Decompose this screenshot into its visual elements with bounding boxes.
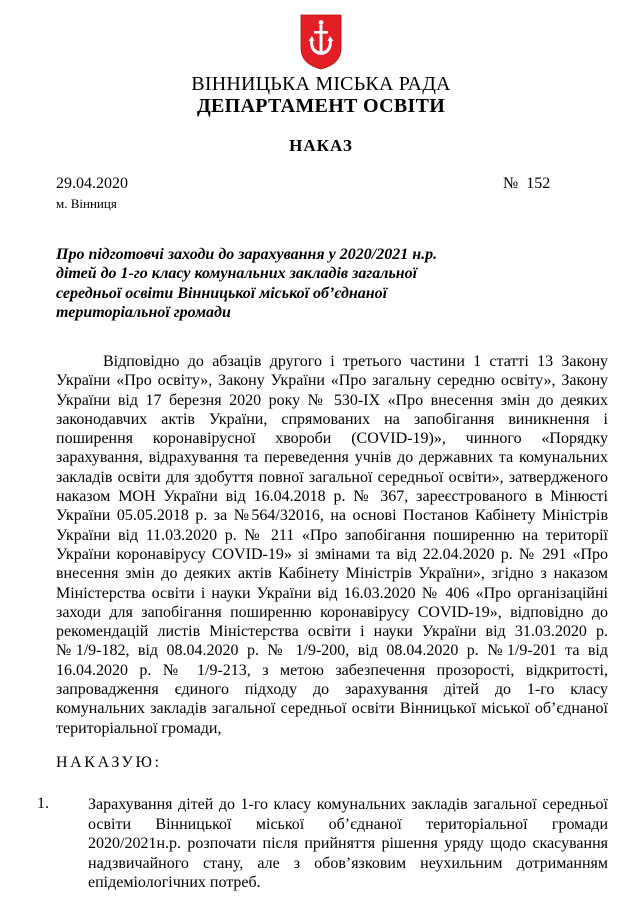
preamble-line: України 05.05.2018 р. за №564/32016, на основі Постанов Кабінету Міністрів [56,507,608,525]
order-item-line: освіти Вінницької міської об’єднаної територіальної громади [88,815,608,833]
preamble-line: закладів освіти для здобуття повної загальної середньої освіти», затвердженого [56,468,608,486]
order-subject [56,245,496,323]
preamble-line: №1/9-182, від 08.04.2020 р. № 1/9-200, від 08.04.2020 р. №1/9-201 та від [56,642,608,660]
preamble-line: України від 11.03.2020 р. № 211 «Про запобігання поширенню на території [56,526,608,544]
preamble-line: законодавчих актів України, спрямованих на запобігання виникнення і [56,410,608,428]
preamble-line: рекомендацій листів Міністерства освіти і науки України від 31.03.2020 р. [56,623,608,641]
preamble-line: зарахування, відрахування та переведення учнів до державних та комунальних [56,449,608,467]
preamble-line: поширення коронавірусної хвороби (COVID-19)», чинного «Порядку [56,430,608,448]
preamble-line: внесення змін до деяких актів Кабінету Міністрів України», згідно з наказом [56,565,608,583]
subject-line: Про підготовчі заходи до зарахування у 2020/2021 н.р. [56,246,438,263]
document-number: № 152 [503,175,551,192]
order-item-line: 2020/2021н.р. розпочати після прийняття рішення уряду щодо скасування [88,835,608,853]
preamble-line: комунальних закладів загальної середньої освіти Вінницької міської об’єднаної [56,700,608,718]
preamble-line: 16.04.2020 р. № 1/9-213, з метою забезпечення прозорості, відкритості, [56,661,608,679]
department-name: ДЕПАРТАМЕНТ ОСВІТИ [196,95,446,117]
order-item-line: надзвичайного стану, але з обов’язковим неухильним дотриманням [88,854,608,872]
document-date: 29.04.2020 [56,175,128,192]
order-item [88,795,608,893]
organization-name: ВІННИЦЬКА МІСЬКА РАДА [191,73,451,95]
document-type-title: НАКАЗ [289,136,353,155]
preamble-line: наказом МОН України від 16.04.2018 р. № 367, зареєстрованого в Мінюсті [56,488,608,506]
preamble-line: територіальної громади, [56,719,222,737]
subject-line: дітей до 1-го класу комунальних закладів загальної [56,265,418,283]
preamble-line: України коронавірусу COVID-19» зі змінами та від 22.04.2020 р. № 291 «Про [56,545,608,563]
preamble-line: України «Про освіту», Закону України «Про загальну середню освіту», Закону [56,372,608,390]
vinnytsia-coat-of-arms-icon [300,14,342,70]
preamble-line: запровадження єдиного підходу до зарахування дітей до 1-го класу [56,681,608,699]
preamble-line: Відповідно до абзаців другого і третього частини 1 статті 13 Закону [103,353,608,370]
preamble-line: заходи для запобігання поширенню коронавірусу COVID-19», відповідно до [56,603,608,621]
preamble-line: Міністерства освіти і науки України від 16.03.2020 № 406 «Про організаційні [56,584,608,602]
item-number: 1. [37,795,49,812]
preamble-paragraph [56,352,608,738]
preamble-line: України від 17 березня 2020 року № 530-IX «Про внесення змін до деяких [56,391,608,409]
order-directive-word: НАКАЗУЮ: [56,754,162,771]
document-city: м. Вінниця [56,196,117,211]
coat-of-arms-icon [300,14,342,70]
order-item-line: епідеміологічних потреб. [88,874,261,892]
order-item-line: Зарахування дітей до 1-го класу комунальних закладів загальної середньої [88,796,608,813]
subject-line: територіальної громади [56,304,231,322]
subject-line: середньої освіти Вінницької міської об’єднаної [56,284,388,302]
